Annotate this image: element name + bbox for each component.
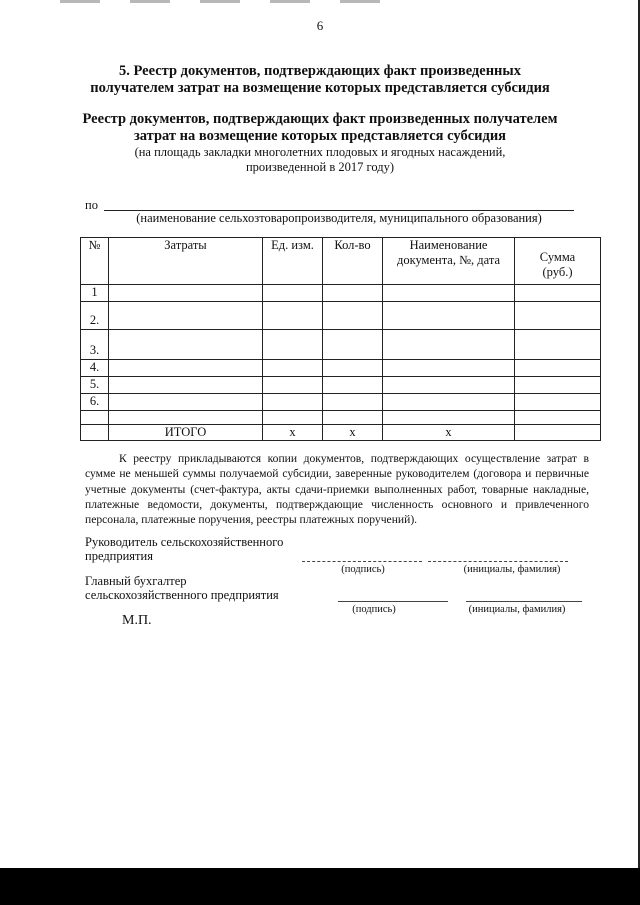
section-title: [40, 63, 600, 97]
accountant-initials-field[interactable]: [466, 601, 582, 602]
col-header-sum-line2: (руб.): [542, 265, 573, 279]
row-number-empty: [81, 411, 109, 425]
table-row: [81, 285, 601, 302]
unit-cell[interactable]: [263, 360, 323, 377]
sum-cell[interactable]: [515, 377, 601, 394]
document-cell[interactable]: [383, 330, 515, 360]
col-header-document: [383, 238, 515, 285]
table-row: [81, 360, 601, 377]
costs-cell[interactable]: [109, 360, 263, 377]
row-number: 6.: [81, 394, 109, 411]
table-row: [81, 394, 601, 411]
total-document: x: [383, 425, 515, 441]
registry-subtitle: [40, 145, 600, 175]
recipient-caption: (наименование сельхозтоваропроизводителя, муниципального образования): [136, 211, 542, 225]
qty-cell[interactable]: [323, 285, 383, 302]
registry-title-line2: затрат на возмещение которых представляется субсидия: [133, 128, 507, 144]
unit-cell[interactable]: [263, 411, 323, 425]
table-row: [81, 411, 601, 425]
row-number: 1: [81, 285, 109, 302]
document-cell[interactable]: [383, 411, 515, 425]
accountant-title-line2: сельскохозяйственного предприятия: [85, 588, 279, 602]
qty-cell[interactable]: [323, 330, 383, 360]
document-cell[interactable]: [383, 360, 515, 377]
qty-cell[interactable]: [323, 302, 383, 330]
head-initials-field[interactable]: [428, 561, 568, 562]
sum-cell[interactable]: [515, 411, 601, 425]
total-unit: x: [263, 425, 323, 441]
row-number: 2.: [81, 302, 109, 330]
unit-cell[interactable]: [263, 302, 323, 330]
registry-subtitle-line2: произведенной в 2017 году): [245, 160, 394, 174]
unit-cell[interactable]: [263, 285, 323, 302]
head-title: [85, 535, 283, 563]
sum-cell[interactable]: [515, 330, 601, 360]
head-signature-caption: (подпись): [341, 564, 385, 575]
accountant-title-line1: Главный бухгалтер: [85, 574, 187, 588]
table-total-row: [81, 425, 601, 441]
registry-table: [80, 237, 601, 441]
total-qty: x: [323, 425, 383, 441]
costs-cell[interactable]: [109, 285, 263, 302]
scan-artifact: [60, 0, 390, 3]
registry-title: [40, 111, 600, 145]
row-number: 3.: [81, 330, 109, 360]
costs-cell[interactable]: [109, 411, 263, 425]
recipient-prefix: по: [85, 198, 98, 212]
page-number: 6: [316, 18, 324, 33]
costs-cell[interactable]: [109, 330, 263, 360]
table-row: [81, 302, 601, 330]
stamp-place-label: М.П.: [122, 613, 152, 628]
qty-cell[interactable]: [323, 394, 383, 411]
total-number-cell: [81, 425, 109, 441]
section-title-line1: 5. Реестр документов, подтверждающих факт произведенных: [119, 63, 521, 79]
col-header-num: №: [81, 238, 109, 285]
sum-cell[interactable]: [515, 360, 601, 377]
accountant-signature-field[interactable]: [338, 601, 448, 602]
accountant-signature-caption: (подпись): [352, 604, 396, 615]
col-header-sum-line1: Сумма: [539, 250, 576, 264]
accountant-title: [85, 574, 279, 602]
accountant-initials-caption: (инициалы, фамилия): [468, 604, 566, 615]
unit-cell[interactable]: [263, 377, 323, 394]
head-initials-caption: (инициалы, фамилия): [463, 564, 561, 575]
registry-title-line1: Реестр документов, подтверждающих факт произведенных получателем: [82, 111, 558, 127]
unit-cell[interactable]: [263, 330, 323, 360]
qty-cell[interactable]: [323, 360, 383, 377]
unit-cell[interactable]: [263, 394, 323, 411]
table-row: [81, 377, 601, 394]
total-sum-cell[interactable]: [515, 425, 601, 441]
head-title-line2: предприятия: [85, 549, 153, 563]
section-title-line2: получателем затрат на возмещение которых представляется субсидия: [90, 80, 550, 96]
table-header-row: [81, 238, 601, 285]
document-cell[interactable]: [383, 302, 515, 330]
total-label: ИТОГО: [109, 425, 263, 441]
col-header-document-line1: Наименование: [409, 238, 488, 252]
head-title-line1: Руководитель сельскохозяйственного: [85, 535, 284, 549]
qty-cell[interactable]: [323, 411, 383, 425]
qty-cell[interactable]: [323, 377, 383, 394]
row-number: 4.: [81, 360, 109, 377]
document-cell[interactable]: [383, 285, 515, 302]
head-signature-field[interactable]: [302, 561, 422, 562]
costs-cell[interactable]: [109, 377, 263, 394]
document-cell[interactable]: [383, 377, 515, 394]
sum-cell[interactable]: [515, 302, 601, 330]
costs-cell[interactable]: [109, 302, 263, 330]
sum-cell[interactable]: [515, 394, 601, 411]
sum-cell[interactable]: [515, 285, 601, 302]
costs-cell[interactable]: [109, 394, 263, 411]
col-header-costs: Затраты: [109, 238, 263, 285]
col-header-sum: [515, 238, 601, 285]
document-cell[interactable]: [383, 394, 515, 411]
table-row: [81, 330, 601, 360]
col-header-document-line2: документа, №, дата: [396, 253, 501, 267]
scan-bottom-border: [0, 868, 640, 905]
attachment-note: К реестру прикладываются копии документов, подтверждающих осуществление затрат в сумме не меньшей суммы получаемой субсидии, заверенные руководителем (договора и первичные учетные документы (счет-фактура, акты сдачи-приемки выполненных работ, товарные накладные, платежные ведомости, документы, подтверждающие численность основного и привлеченного персонала, платежные поручения, реестры платежных поручений).: [85, 452, 589, 527]
registry-subtitle-line1: (на площадь закладки многолетних плодовых и ягодных насаждений,: [134, 145, 506, 159]
row-number: 5.: [81, 377, 109, 394]
col-header-qty: Кол-во: [323, 238, 383, 285]
col-header-unit: Ед. изм.: [263, 238, 323, 285]
